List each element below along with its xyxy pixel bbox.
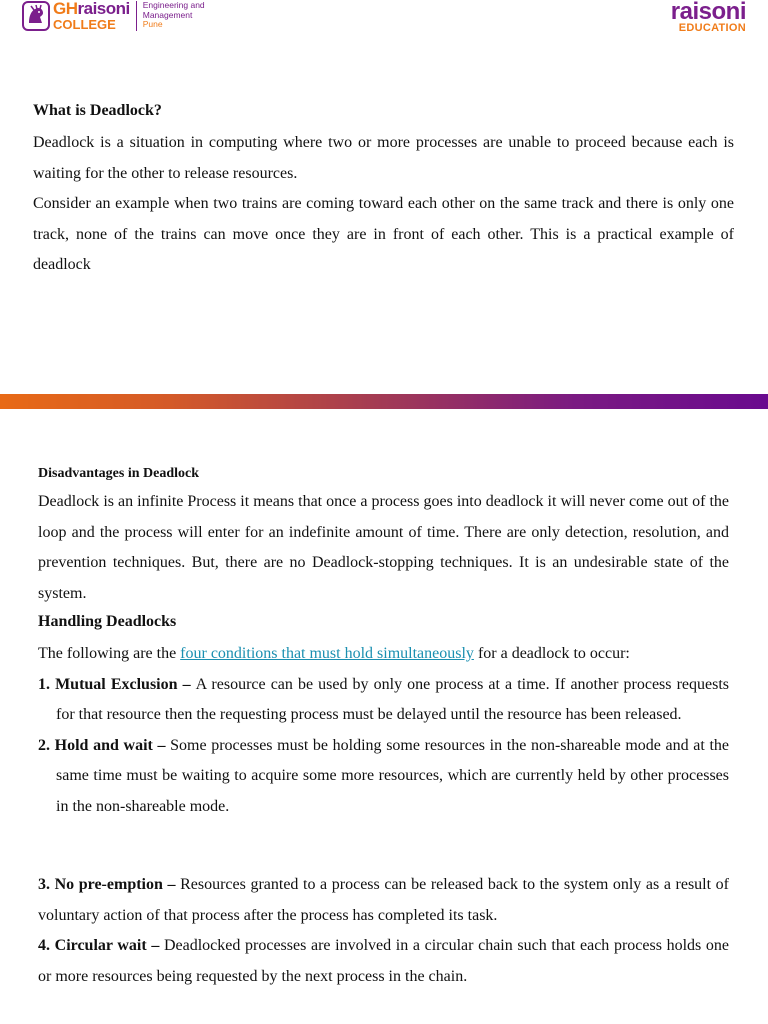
example-paragraph: Consider an example when two trains are coming toward each other on the same track and there is only one track, none of the trains can move once they are in front of each other. This is a practical example of deadlock [33, 195, 734, 273]
conditions-link[interactable]: four conditions that must hold simultaneously [180, 645, 474, 662]
disadvantages-paragraph: Deadlock is an infinite Process it means that once a process goes into deadlock it will never come out of the loop and the process will enter for an indefinite amount of time. There are only detection, resolution, and prevention techniques. But, there are no Deadlock-stopping techniques. It is an undesirable state of the system. [38, 493, 729, 602]
condition-text: Resources granted to a process can be released back to the system only as a result of voluntary action of that process after the process has completed its task. [38, 876, 729, 924]
logo-divider [136, 1, 137, 31]
condition-item [38, 931, 729, 992]
definition-paragraph: Deadlock is a situation in computing where two or more processes are unable to proceed because each is waiting for the other to release resources. [33, 134, 734, 182]
subtitle-line-1: Engineering and [142, 0, 205, 10]
condition-title: 4. Circular wait – [38, 937, 164, 954]
gradient-divider-band [0, 394, 768, 409]
condition-title: 1. Mutual Exclusion – [38, 675, 196, 693]
brand-college: COLLEGE [53, 17, 116, 32]
condition-text: A resource can be used by only one process at a time. If another process requests for that resource then the requesting process must be delayed until the resource has been released. [56, 675, 729, 723]
handling-deadlocks-heading: Handling Deadlocks [38, 613, 177, 630]
subtitle-line-2: Management [142, 9, 193, 20]
subtitle-line-3: Pune [142, 19, 163, 29]
condition-text: Deadlocked processes are involved in a circular chain such that each process holds one or more resources being requested by the next process in the chain. [38, 937, 729, 985]
lion-emblem-icon [22, 1, 50, 31]
page-header [0, 0, 768, 40]
condition-title: 3. No pre-emption – [38, 876, 181, 893]
conditions-intro [38, 639, 729, 670]
gh-raisoni-college-logo [22, 1, 205, 35]
raisoni-wordmark: raisoni [670, 0, 746, 25]
condition-item [38, 870, 729, 931]
condition-item [38, 670, 729, 731]
condition-title: 2. Hold and wait – [38, 736, 171, 754]
brand-gh: GH [53, 0, 78, 18]
college-subtitle [143, 1, 205, 30]
disadvantages-heading: Disadvantages in Deadlock [38, 466, 200, 481]
condition-item [38, 731, 729, 823]
intro-text-after: for a deadlock to occur: [473, 645, 630, 662]
deadlock-details-section [38, 464, 729, 992]
college-wordmark [53, 0, 130, 31]
deadlock-definition-section [33, 100, 734, 281]
raisoni-education-logo [671, 0, 746, 34]
section-heading: What is Deadlock? [33, 102, 162, 119]
intro-text-before: The following are the [38, 645, 181, 662]
education-tagline: EDUCATION [678, 22, 746, 34]
brand-raisoni: raisoni [77, 0, 130, 18]
condition-text: Some processes must be holding some resources in the non-shareable mode and at the same time must be waiting to acquire some more resources, which are currently held by other processes in the non-shareable mode. [56, 736, 729, 815]
spacer [38, 822, 729, 870]
